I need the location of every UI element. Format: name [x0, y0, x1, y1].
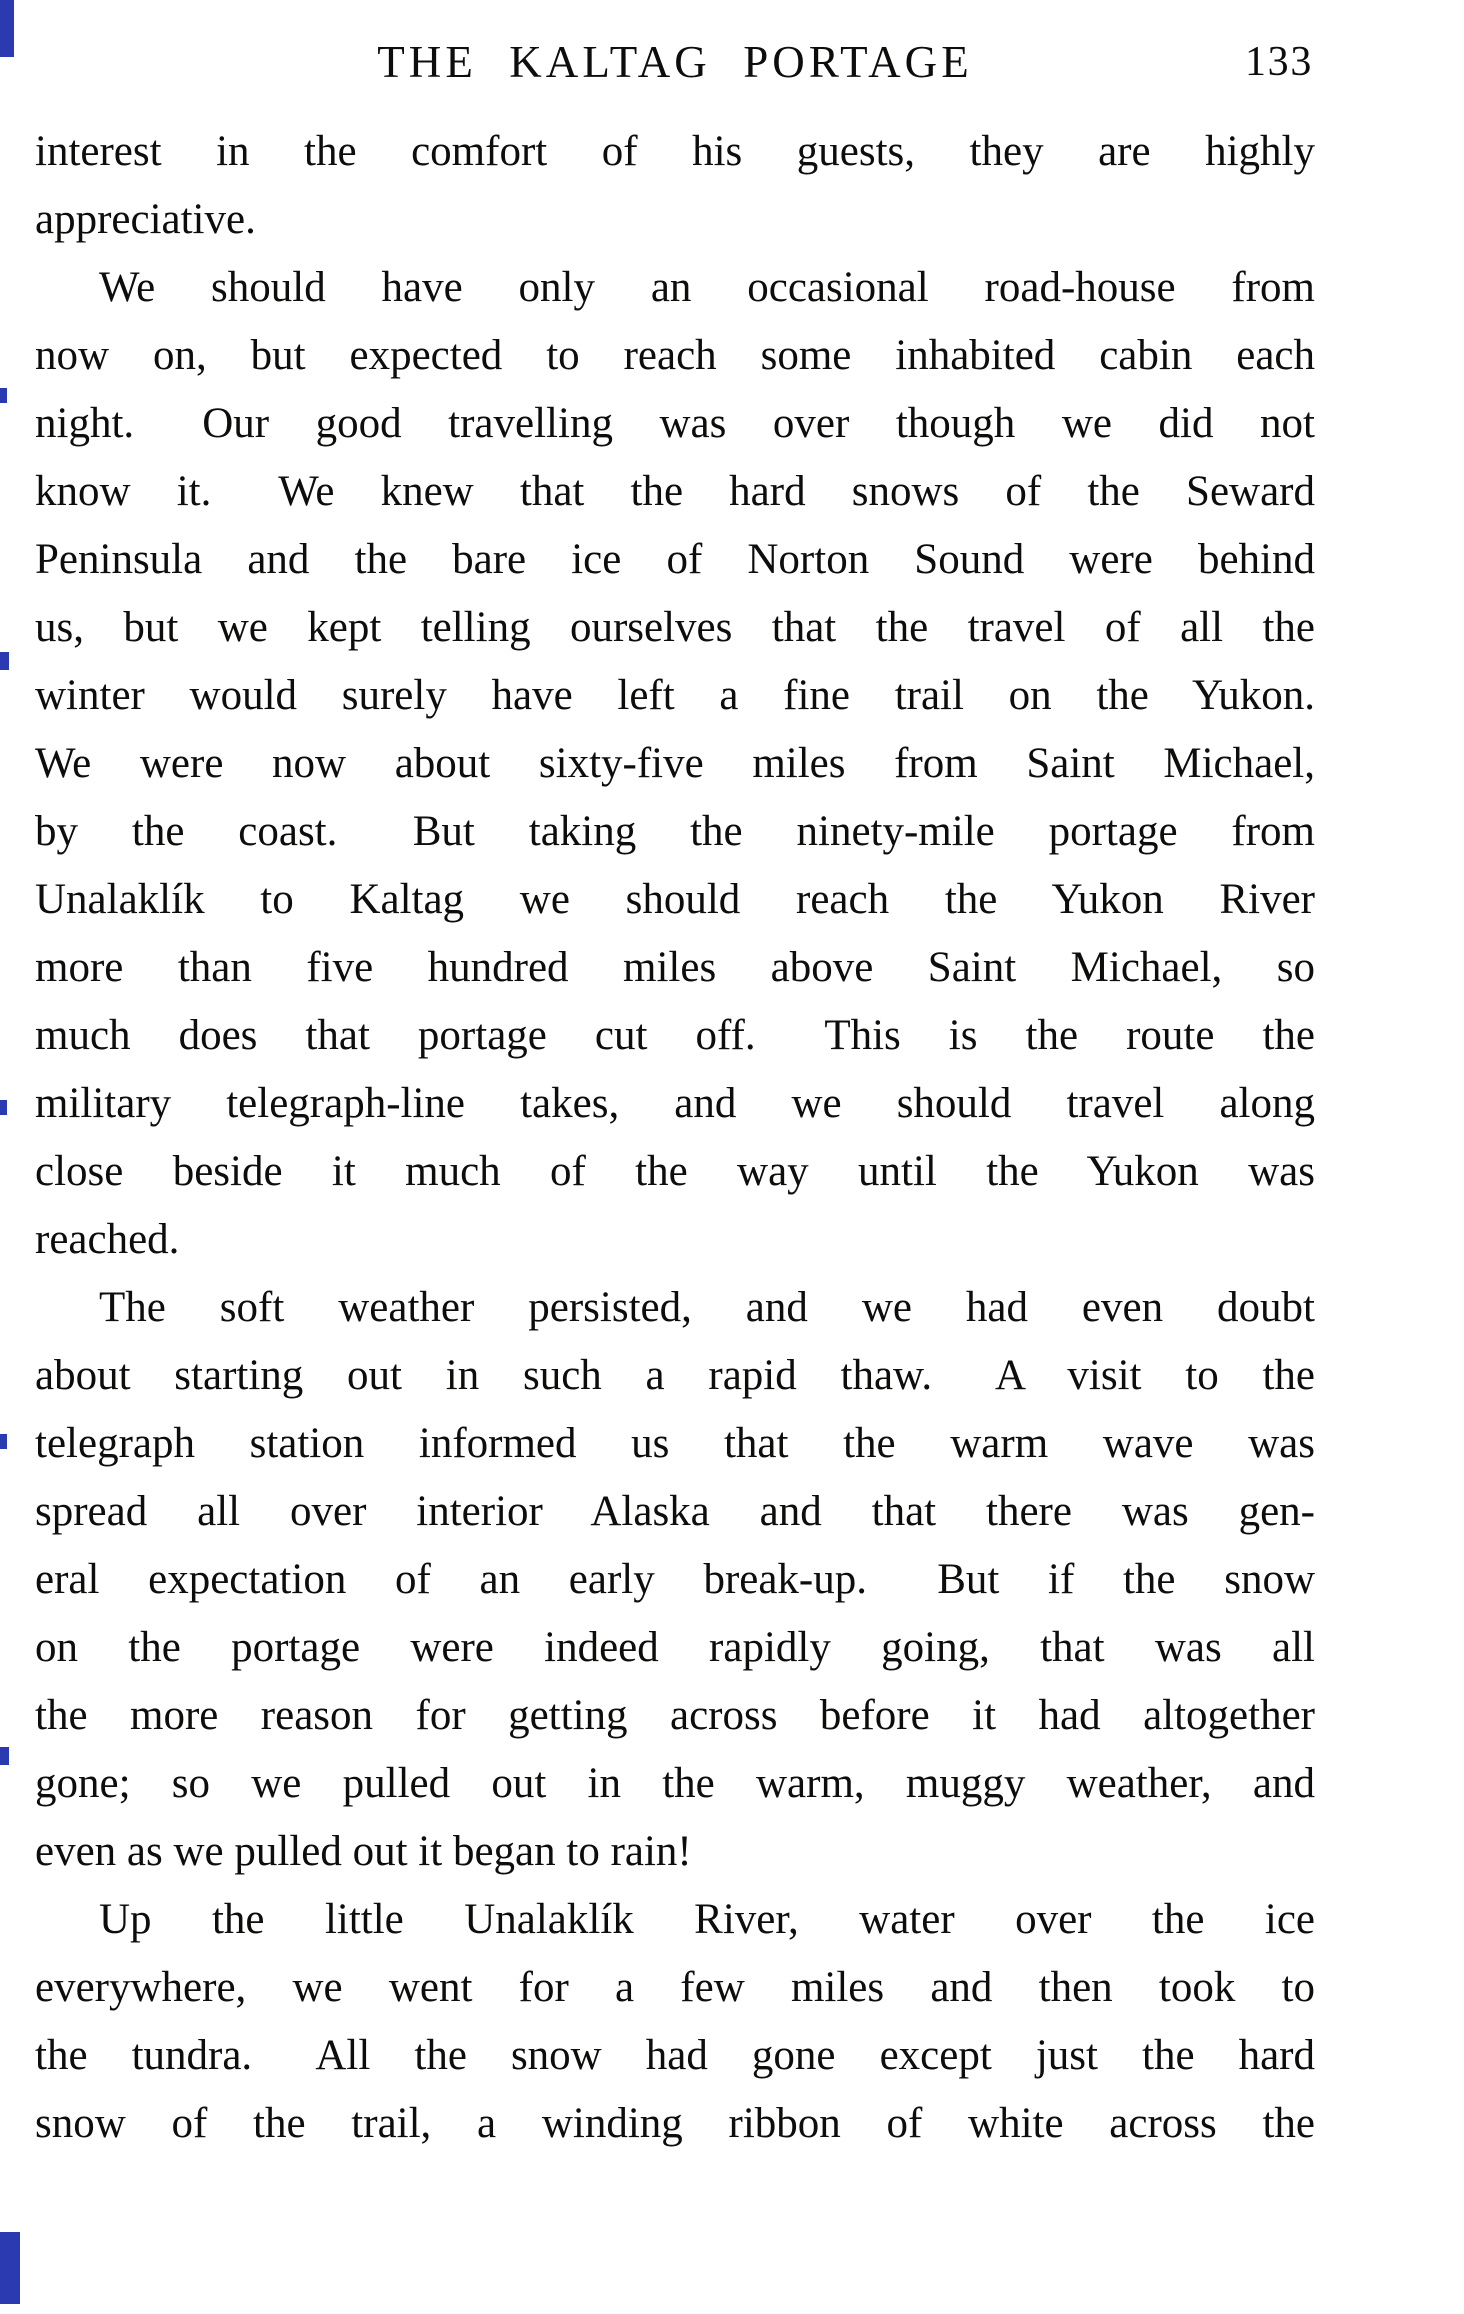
text-line: gone; so we pulled out in the warm, muggy weather, and: [35, 1760, 1315, 1807]
text-line: reached.: [35, 1216, 180, 1263]
page-header: [35, 36, 1315, 98]
text-line: the more reason for getting across before it had altogether: [35, 1692, 1315, 1739]
scan-edge-mark: [0, 1100, 7, 1115]
text-line: eral expectation of an early break-up. But if the snow: [35, 1556, 1315, 1603]
text-line: telegraph station informed us that the warm wave was: [35, 1420, 1315, 1467]
text-line: Peninsula and the bare ice of Norton Sound were behind: [35, 536, 1315, 583]
text-line: by the coast. But taking the ninety-mile portage from: [35, 808, 1315, 855]
page-number: 133: [1244, 39, 1313, 85]
text-line: the tundra. All the snow had gone except just the hard: [35, 2032, 1315, 2079]
running-title: THE KALTAG PORTAGE: [377, 37, 973, 87]
text-line: winter would surely have left a fine trail on the Yukon.: [35, 672, 1315, 719]
text-line: on the portage were indeed rapidly going, that was all: [35, 1624, 1315, 1671]
scan-edge-mark: [0, 652, 9, 670]
text-line: know it. We knew that the hard snows of the Seward: [35, 468, 1315, 515]
text-line: even as we pulled out it began to rain!: [35, 1828, 692, 1875]
text-line: military telegraph-line takes, and we should travel along: [35, 1080, 1315, 1127]
text-line: us, but we kept telling ourselves that the travel of all the: [35, 604, 1315, 651]
scan-edge-mark: [0, 1747, 9, 1765]
scan-edge-mark: [0, 0, 14, 57]
text-line: spread all over interior Alaska and that there was gen-: [35, 1488, 1315, 1535]
text-line: Unalaklík to Kaltag we should reach the Yukon River: [35, 876, 1315, 923]
scan-edge-mark: [0, 388, 7, 403]
text-line: Up the little Unalaklík River, water over the ice: [99, 1896, 1315, 1943]
scan-edge-mark: [0, 1434, 7, 1449]
text-line: about starting out in such a rapid thaw. A visit to the: [35, 1352, 1315, 1399]
text-line: We were now about sixty-five miles from Saint Michael,: [35, 740, 1315, 787]
text-line: more than five hundred miles above Saint Michael, so: [35, 944, 1315, 991]
scan-edge-mark: [0, 2232, 20, 2304]
text-line: The soft weather persisted, and we had even doubt: [99, 1284, 1315, 1331]
text-line: We should have only an occasional road-house from: [99, 264, 1315, 311]
text-block: [35, 118, 1315, 2158]
text-line: snow of the trail, a winding ribbon of white across the: [35, 2100, 1315, 2147]
text-line: now on, but expected to reach some inhabited cabin each: [35, 332, 1315, 379]
text-line: interest in the comfort of his guests, they are highly: [35, 128, 1315, 175]
text-line: appreciative.: [35, 196, 256, 243]
text-line: night. Our good travelling was over though we did not: [35, 400, 1315, 447]
text-line: close beside it much of the way until the Yukon was: [35, 1148, 1315, 1195]
text-line: much does that portage cut off. This is the route the: [35, 1012, 1315, 1059]
text-line: everywhere, we went for a few miles and then took to: [35, 1964, 1315, 2011]
